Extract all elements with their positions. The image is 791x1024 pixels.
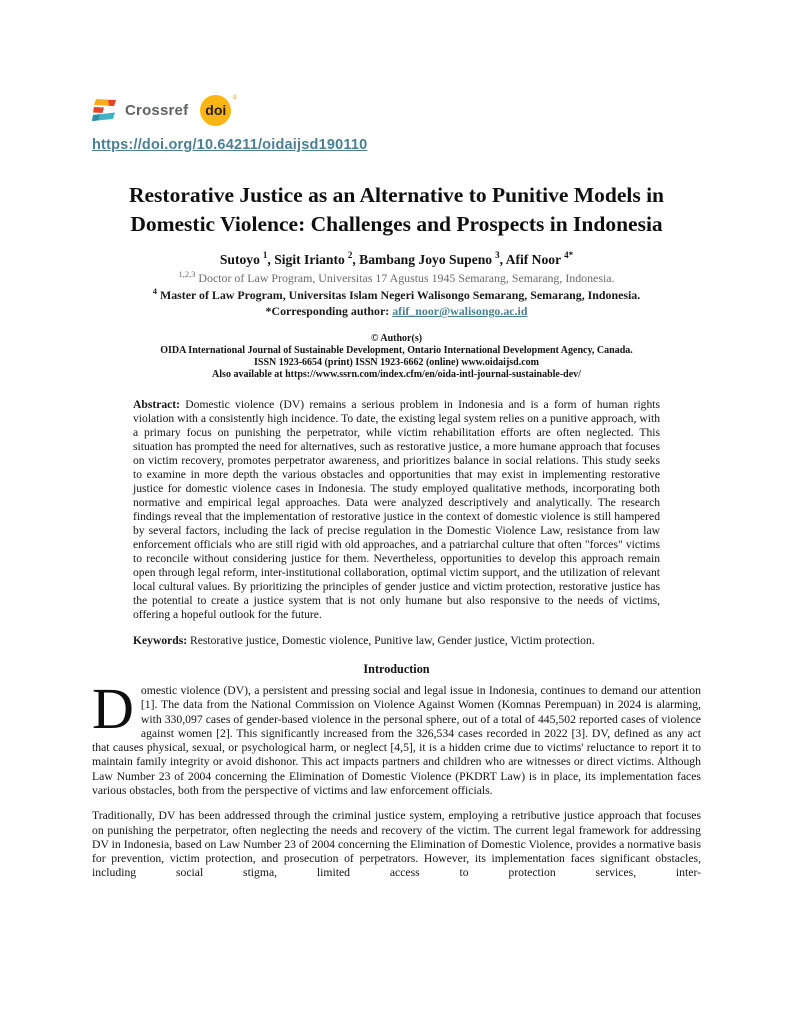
- author-superscript: 1: [262, 250, 268, 261]
- doi-link[interactable]: https://doi.org/10.64211/oidaijsd190110: [92, 137, 368, 153]
- author-superscript: 4*: [564, 250, 574, 261]
- keywords: [133, 634, 660, 647]
- abstract-label: Abstract:: [133, 397, 181, 411]
- doi-link-row: [92, 136, 701, 154]
- copyright-block: [92, 333, 701, 381]
- logo-row: [92, 94, 701, 126]
- paper-title-line-1: Restorative Justice as an Alternative to Punitive Models in: [128, 183, 665, 207]
- copyright-authors-line: © Author(s): [370, 332, 423, 344]
- author-name: Sigit Irianto $^2$,: [274, 250, 360, 267]
- crossref-logo-label: Crossref: [125, 101, 189, 119]
- corresponding-author-label: *Corresponding author:: [265, 304, 393, 319]
- abstract-text: Domestic violence (DV) remains a serious problem in Indonesia and is a form of human rights violation with a consistently high incidence. To date, the existing legal system relies on a punitive approach, with a primary focus on punishing the perpetrator, while victim rehabilitation efforts are often neglected. This situation has prompted the need for alternatives, such as restorative justice, a more humane approach that focuses on victim recovery, promotes perpetrator awareness, and prioritizes balance in social relations. This study seeks to examine in more depth the various obstacles and opportunities that may exist in implementing restorative justice for domestic violence cases in Indonesia. The study employed qualitative methods, incorporating both normative and empirical legal approaches. Data were analyzed descriptively and analytically. The research findings reveal that the implementation of restorative justice in the context of domestic violence is still hampered by several factors, including the lack of precise regulation in the Domestic Violence Law, resistance from law enforcement officials who are still rigid with old approaches, and a patriarchal culture that often "forces" victims to reconcile without considering justice for them. Nevertheless, opportunities to develop this approach remain open through legal reform, inter-institutional collaboration, optimal victim support, and the utilization of relevant local cultural values. By prioritizing the principles of gender justice and victim protection, restorative justice has the potential to create a justice system that is not only humane but also responsive to the needs of victims, offering a hopeful outlook for the future.: [133, 397, 660, 622]
- doi-icon: [200, 95, 231, 126]
- affiliation-1: [92, 269, 701, 286]
- crossref-logo: [92, 98, 188, 123]
- intro-paragraph-2-text: Traditionally, DV has been addressed through the criminal justice system, employing a retributive justice approach that focuses on punishing the perpetrator, often neglecting the needs and recovery of the victim. The current legal framework for addressing DV in Indonesia, based on Law Number 23 of 2004 concerning the Elimination of Domestic Violence, provides a normative basis for prevention, victim protection, and prosecution of perpetrators. However, its implementation faces significant obstacles, including social stigma, limited access to protection services, inter-: [92, 809, 701, 880]
- author-name: Afif Noor $^{4*}$: [505, 250, 574, 267]
- doi-logo-label: doi: [205, 102, 227, 118]
- author-name: Bambang Joyo Supeno $^3$,: [359, 250, 506, 267]
- affiliation-1-text: Doctor of Law Program, Universitas 17 Agustus 1945 Semarang, Semarang, Indonesia.: [195, 270, 615, 285]
- abstract: [133, 398, 660, 622]
- paper-title: [92, 181, 701, 238]
- paper-title-line-2: Domestic Violence: Challenges and Prospects in Indonesia: [130, 211, 663, 236]
- author-superscript: 3: [495, 250, 500, 261]
- author-name: Sutoyo $^1$,: [219, 250, 275, 267]
- intro-paragraph-2: [92, 809, 701, 880]
- affiliation-superscript: 4: [152, 286, 158, 297]
- authors-line: [92, 250, 701, 268]
- doi-logo: [200, 95, 237, 126]
- corresponding-email-link[interactable]: afif_noor@walisongo.ac.id: [392, 304, 528, 319]
- availability-line: Also available at https://www.ssrn.com/index.cfm/en/oida-intl-journal-sustainable-dev/: [212, 368, 581, 380]
- intro-paragraph-1: [92, 676, 701, 798]
- registered-mark-icon: ®: [232, 93, 238, 102]
- section-heading-introduction: Introduction: [363, 662, 430, 677]
- affiliation-superscript: 1,2,3: [178, 268, 196, 279]
- affiliation-2: [92, 286, 701, 303]
- crossref-icon: [92, 98, 118, 123]
- issn-line: ISSN 1923-6654 (print) ISSN 1923-6662 (online) www.oidaijsd.com: [253, 356, 540, 368]
- affiliation-2-text: Master of Law Program, Universitas Islam Negeri Walisongo Semarang, Semarang, Indonesia.: [157, 288, 641, 303]
- dropcap-letter: D: [92, 676, 134, 742]
- corresponding-author-line: [92, 304, 701, 319]
- author-superscript: 2: [347, 250, 353, 261]
- keywords-label: Keywords:: [133, 634, 188, 648]
- keywords-text: Restorative justice, Domestic violence, Punitive law, Gender justice, Victim protection.: [187, 634, 595, 648]
- journal-line: OIDA International Journal of Sustainable Development, Ontario International Development Agency, Canada.: [160, 344, 633, 356]
- intro-paragraph-1-text: omestic violence (DV), a persistent and pressing social and legal issue in Indonesia, continues to demand our attention [1]. The data from the National Commission on Violence Against Women (Komnas Perempuan) in 2024 is alarming, with 330,097 cases of gender-based violence in the personal sphere, out of a total of 445,502 reported cases of violence against women [2]. This significantly increased from the 326,534 cases recorded in 2022 [3]. DV, defined as any act that causes physical, sexual, or psychological harm, or neglect [4,5], it is a hidden crime due to victims' reluctance to report it to maintain family integrity or avoid dishonor. This act impacts partners and children who are witnesses or direct victims. Although Law Number 23 of 2004 concerning the Elimination of Domestic Violence (PKDRT Law) is in place, its implementation faces various obstacles, both from the perspective of victims and law enforcement officials.: [92, 684, 701, 798]
